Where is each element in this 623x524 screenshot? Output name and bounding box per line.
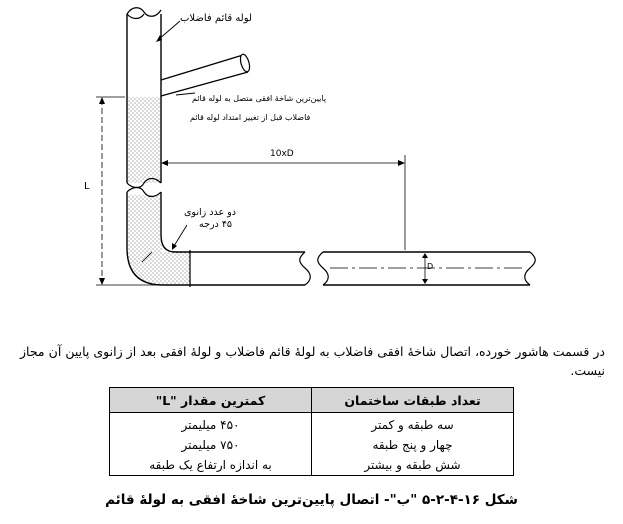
description-line-1: در قسمت هاشور خورده، اتصال شاخهٔ افقی فاضلاب به لولهٔ قائم فاضلاب و لولهٔ افقی بعد از زانوی پایین آن مجاز [20, 344, 605, 359]
stack-label: لوله قائم فاضلاب [180, 13, 252, 24]
table-row [110, 413, 514, 436]
L-label: L [84, 181, 90, 192]
cell-min-L: به اندازه ارتفاع یک طبقه [110, 455, 312, 476]
cell-min-L: ۴۵۰ میلیمتر [110, 413, 312, 436]
cell-floors: چهار و پنج طبقه [312, 435, 514, 455]
requirements-table [109, 387, 514, 476]
cell-floors: سه طبقه و کمتر [312, 413, 514, 436]
header-min-L: کمترین مقدار "L" [110, 388, 312, 413]
table-row [110, 435, 514, 455]
branch-label-line2: فاضلاب قبل از تغییر امتداد لوله قائم [190, 113, 311, 122]
distance-label: 10xD [270, 149, 294, 159]
horizontal-branch [161, 53, 251, 96]
description-line-2: نیست. [570, 363, 605, 378]
description-text [20, 342, 605, 380]
vertical-stack-upper [127, 8, 161, 188]
cell-floors: شش طبقه و بیشتر [312, 455, 514, 476]
table-header-row [110, 388, 514, 413]
header-floors: تعداد طبقات ساختمان [312, 388, 514, 413]
table-row [110, 455, 514, 476]
elbows-label-line2: ۴۵ درجه [199, 219, 233, 230]
dimension-10xD [161, 155, 405, 250]
elbows-label-line1: دو عدد زانوی [184, 207, 236, 218]
branch-label-line1: پایین‌ترین شاخهٔ افقی متصل به لوله قائم [192, 94, 327, 103]
cell-min-L: ۷۵۰ میلیمتر [110, 435, 312, 455]
D-label: D [427, 262, 434, 271]
figure-caption: شکل ۱۶-۴-۲-۵ "ب"- اتصال پایین‌ترین شاخهٔ افقی به لولهٔ قائم [105, 492, 518, 508]
